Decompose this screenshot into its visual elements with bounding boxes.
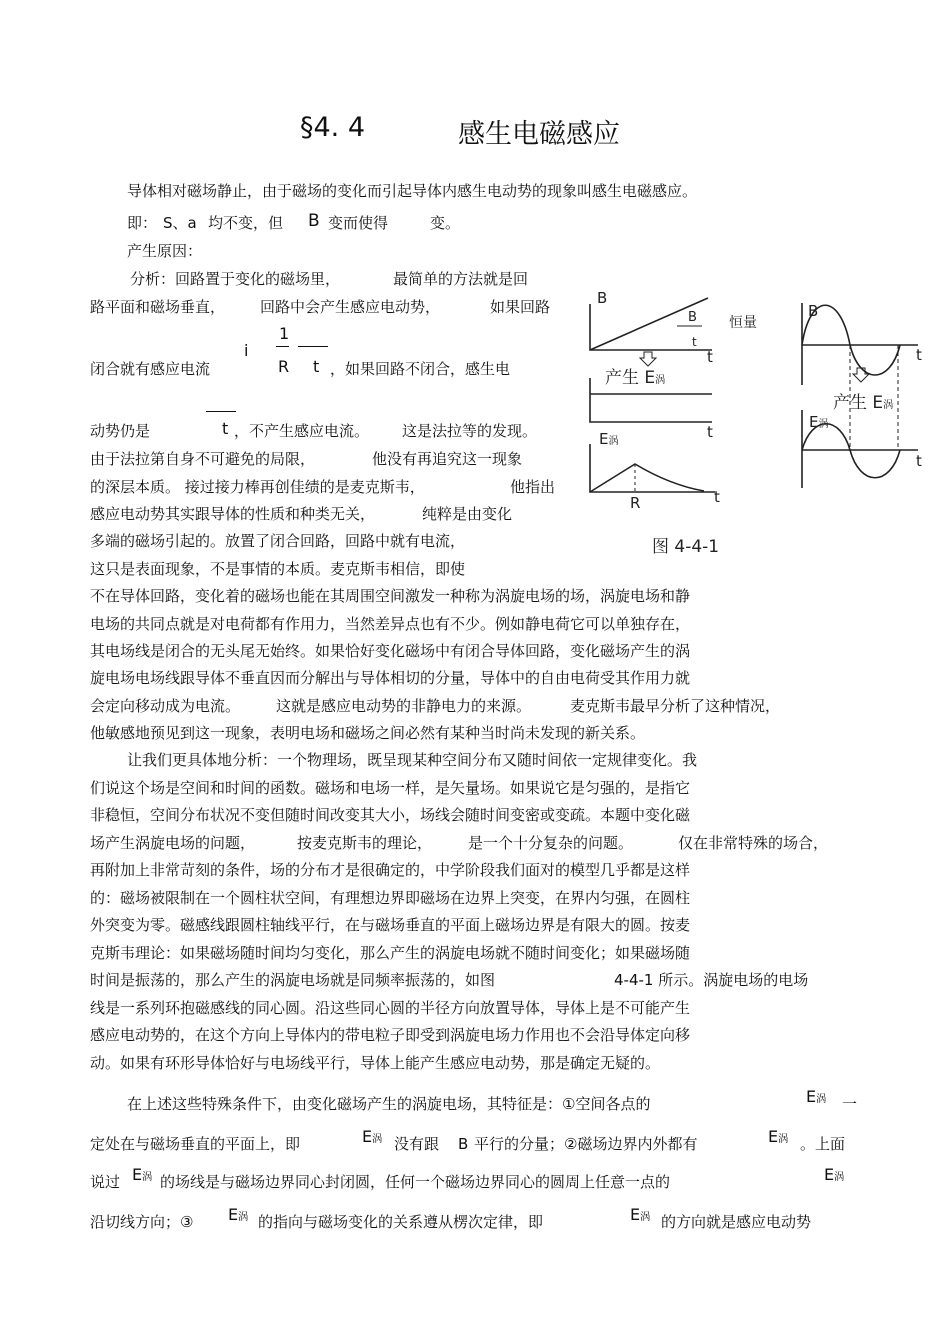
- text-line: 他没有再追究这一现象: [372, 450, 523, 468]
- section-number: §4. 4: [300, 112, 366, 143]
- text-line: 说过: [90, 1173, 121, 1191]
- text-line: 动。如果有环形导体恰好与电场线平行，导体上能产生感应电动势，那是确定无疑的。: [90, 1054, 661, 1072]
- label-B: B: [688, 310, 697, 325]
- text-line: 回路中会产生感应电动势，: [260, 298, 441, 316]
- e-vortex: E涡: [806, 1087, 827, 1106]
- text-line: 克斯韦理论：如果磁场随时间均匀变化，那么产生的涡旋电场就不随时间变化；如果磁场随: [90, 944, 691, 962]
- text-line: 路平面和磁场垂直，: [90, 298, 226, 316]
- text-line: 感应电动势的，在这个方向上导体内的带电粒子即受到涡旋电场力作用也不会沿导体定向移: [90, 1026, 691, 1044]
- label-B: B: [597, 289, 608, 307]
- formula-R: R: [278, 357, 290, 376]
- text-line: 如果回路: [490, 298, 551, 316]
- text-line: 在上述这些特殊条件下，由变化磁场产生的涡旋电场，其特征是：①空间各点的: [127, 1095, 651, 1113]
- text-line: 沿切线方向；③: [90, 1213, 194, 1231]
- text-line: 均不变，但: [208, 214, 284, 232]
- text-line: 动势仍是: [90, 422, 151, 440]
- text-line: 导体相对磁场静止，由于磁场的变化而引起导体内感生电动势的现象叫感生电磁感应。: [127, 182, 698, 200]
- text-line: B: [458, 1135, 469, 1153]
- label-t: t: [707, 348, 713, 366]
- text-line: 分析：回路置于变化的磁场里，: [130, 270, 341, 288]
- formula-t: t: [313, 357, 320, 376]
- label-t: t: [916, 452, 922, 470]
- text-line: 电场的共同点就是对电荷都有作用力，当然差异点也有不少。例如静电荷它可以单独存在，: [90, 615, 691, 633]
- label-R: R: [630, 494, 641, 512]
- text-line: 不在导体回路，变化着的磁场也能在其周围空间激发一种称为涡旋电场的场，涡旋电场和静: [90, 587, 691, 605]
- text-line: 由于法拉第自身不可避免的局限，: [90, 450, 316, 468]
- label-E: E涡: [599, 430, 619, 448]
- text-line: 这就是感应电动势的非静电力的来源。: [276, 697, 532, 715]
- e-vortex: E涡: [824, 1165, 845, 1184]
- text-line: 4-4-1 所示。涡旋电场的电场: [614, 971, 809, 989]
- text-line: 的场线是与磁场边界同心封闭圆，任何一个磁场边界同心的圆周上任意一点的: [160, 1173, 671, 1191]
- e-vortex: E涡: [228, 1205, 249, 1224]
- text-line: 变。: [430, 214, 461, 232]
- text-line: 其电场线是闭合的无头尾无始终。如果恰好变化磁场中有闭合导体回路，变化磁场产生的涡: [90, 642, 691, 660]
- label-t: t: [707, 423, 713, 441]
- text-line: 这只是表面现象，不是事情的本质。麦克斯韦相信，即使: [90, 560, 466, 578]
- text-line: 纯粹是由变化: [422, 505, 513, 523]
- e-vortex: E涡: [768, 1127, 789, 1146]
- text-line: 会定向移动成为电流。: [90, 697, 241, 715]
- text-line: 外突变为零。磁感线跟圆柱轴线平行，在与磁场垂直的平面上磁场边界是有限大的圆。按麦: [90, 916, 691, 934]
- text-line: 旋电场电场线跟导体不垂直因而分解出与导体相切的分量，导体中的自由电荷受其作用力就: [90, 669, 691, 687]
- text-line: 线是一系列环抱磁感线的同心圆。沿这些同心圆的半径方向放置导体，导体上是不可能产生: [90, 999, 691, 1017]
- text-line: 麦克斯韦最早分析了这种情况，: [570, 697, 781, 715]
- text-line: ，不产生感应电流。: [234, 422, 370, 440]
- text-line: 感应电动势其实跟导体的性质和种类无关，: [90, 505, 376, 523]
- label-produce: 产生 E涡: [833, 393, 894, 413]
- label-E: E涡: [809, 413, 829, 431]
- label-const: 恒量: [729, 315, 757, 331]
- text-line: 即：: [127, 214, 158, 232]
- text-line: 一: [842, 1095, 858, 1113]
- text-line: 的方向就是感应电动势: [661, 1213, 812, 1231]
- text-line: 闭合就有感应电流: [90, 360, 211, 378]
- text-line: 平行的分量；②磁场边界内外都有: [474, 1135, 698, 1153]
- text-line: S、a: [163, 214, 197, 232]
- text-line: 产生原因：: [127, 242, 203, 260]
- down-arrow-icon: [640, 352, 656, 366]
- fraction-bar: [206, 411, 236, 412]
- text-line: 按麦克斯韦的理论，: [297, 834, 433, 852]
- text-line: 最简单的方法就是回: [393, 270, 529, 288]
- text-line: 让我们更具体地分析：一个物理场，既呈现某种空间分布又随时间依一定规律变化。我: [127, 751, 698, 769]
- fraction-bar: [276, 346, 289, 347]
- label-t: t: [714, 488, 720, 506]
- text-line: 的：磁场被限制在一个圆柱状空间，有理想边界即磁场在边界上突变，在界内匀强，在圆柱: [90, 889, 691, 907]
- graph3-e-curve: [590, 464, 704, 492]
- fraction-bar: [298, 346, 328, 347]
- text-line: B: [308, 211, 320, 231]
- label-t: t: [692, 335, 697, 349]
- e-vortex: E涡: [630, 1205, 651, 1224]
- page-title: 感生电磁感应: [458, 119, 620, 150]
- text-line: 他指出: [510, 478, 556, 496]
- figure-caption: 图 4-4-1: [652, 537, 720, 557]
- text-line: 非稳恒，空间分布状况不变但随时间改变其大小，场线会随时间变密或变疏。本题中变化磁: [90, 806, 691, 824]
- label-produce: 产生 E涡: [605, 368, 666, 388]
- text-line: 的指向与磁场变化的关系遵从楞次定律，即: [258, 1213, 544, 1231]
- text-line: 。上面: [800, 1135, 846, 1153]
- text-line: 他敏感地预见到这一现象，表明电场和磁场之间必然有某种当时尚未发现的新关系。: [90, 724, 646, 742]
- e-vortex: E涡: [362, 1127, 383, 1146]
- text-line: ，如果回路不闭合，感生电: [330, 360, 511, 378]
- e-vortex: E涡: [132, 1165, 153, 1184]
- text-line: 再附加上非常苛刻的条件，场的分布才是很确定的，中学阶段我们面对的模型几乎都是这样: [90, 861, 691, 879]
- text-line: 的深层本质。 接过接力棒再创佳绩的是麦克斯韦，: [90, 478, 425, 496]
- text-line: 多端的磁场引起的。放置了闭合回路，回路中就有电流，: [90, 532, 466, 550]
- label-t: t: [916, 346, 922, 364]
- text-line: 定处在与磁场垂直的平面上，即: [90, 1135, 301, 1153]
- text-line: 没有跟: [394, 1135, 440, 1153]
- label-B: B: [808, 302, 819, 320]
- formula-t: t: [222, 419, 229, 438]
- formula-one: 1: [279, 324, 290, 343]
- down-arrow-icon: [853, 368, 869, 382]
- text-line: 变而使得: [328, 214, 389, 232]
- text-line: 这是法拉等的发现。: [402, 422, 538, 440]
- figure-4-4-1: [575, 285, 930, 570]
- graph3-axes: [590, 444, 715, 492]
- text-line: 场产生涡旋电场的问题，: [90, 834, 256, 852]
- text-line: 仅在非常特殊的场合，: [678, 834, 829, 852]
- text-line: 是一个十分复杂的问题。: [468, 834, 634, 852]
- text-line: 们说这个场是空间和时间的函数。磁场和电场一样，是矢量场。如果说它是匀强的，是指它: [90, 779, 691, 797]
- formula-i: i: [244, 341, 249, 360]
- text-line: 时间是振荡的，那么产生的涡旋电场就是同频率振荡的，如图: [90, 971, 496, 989]
